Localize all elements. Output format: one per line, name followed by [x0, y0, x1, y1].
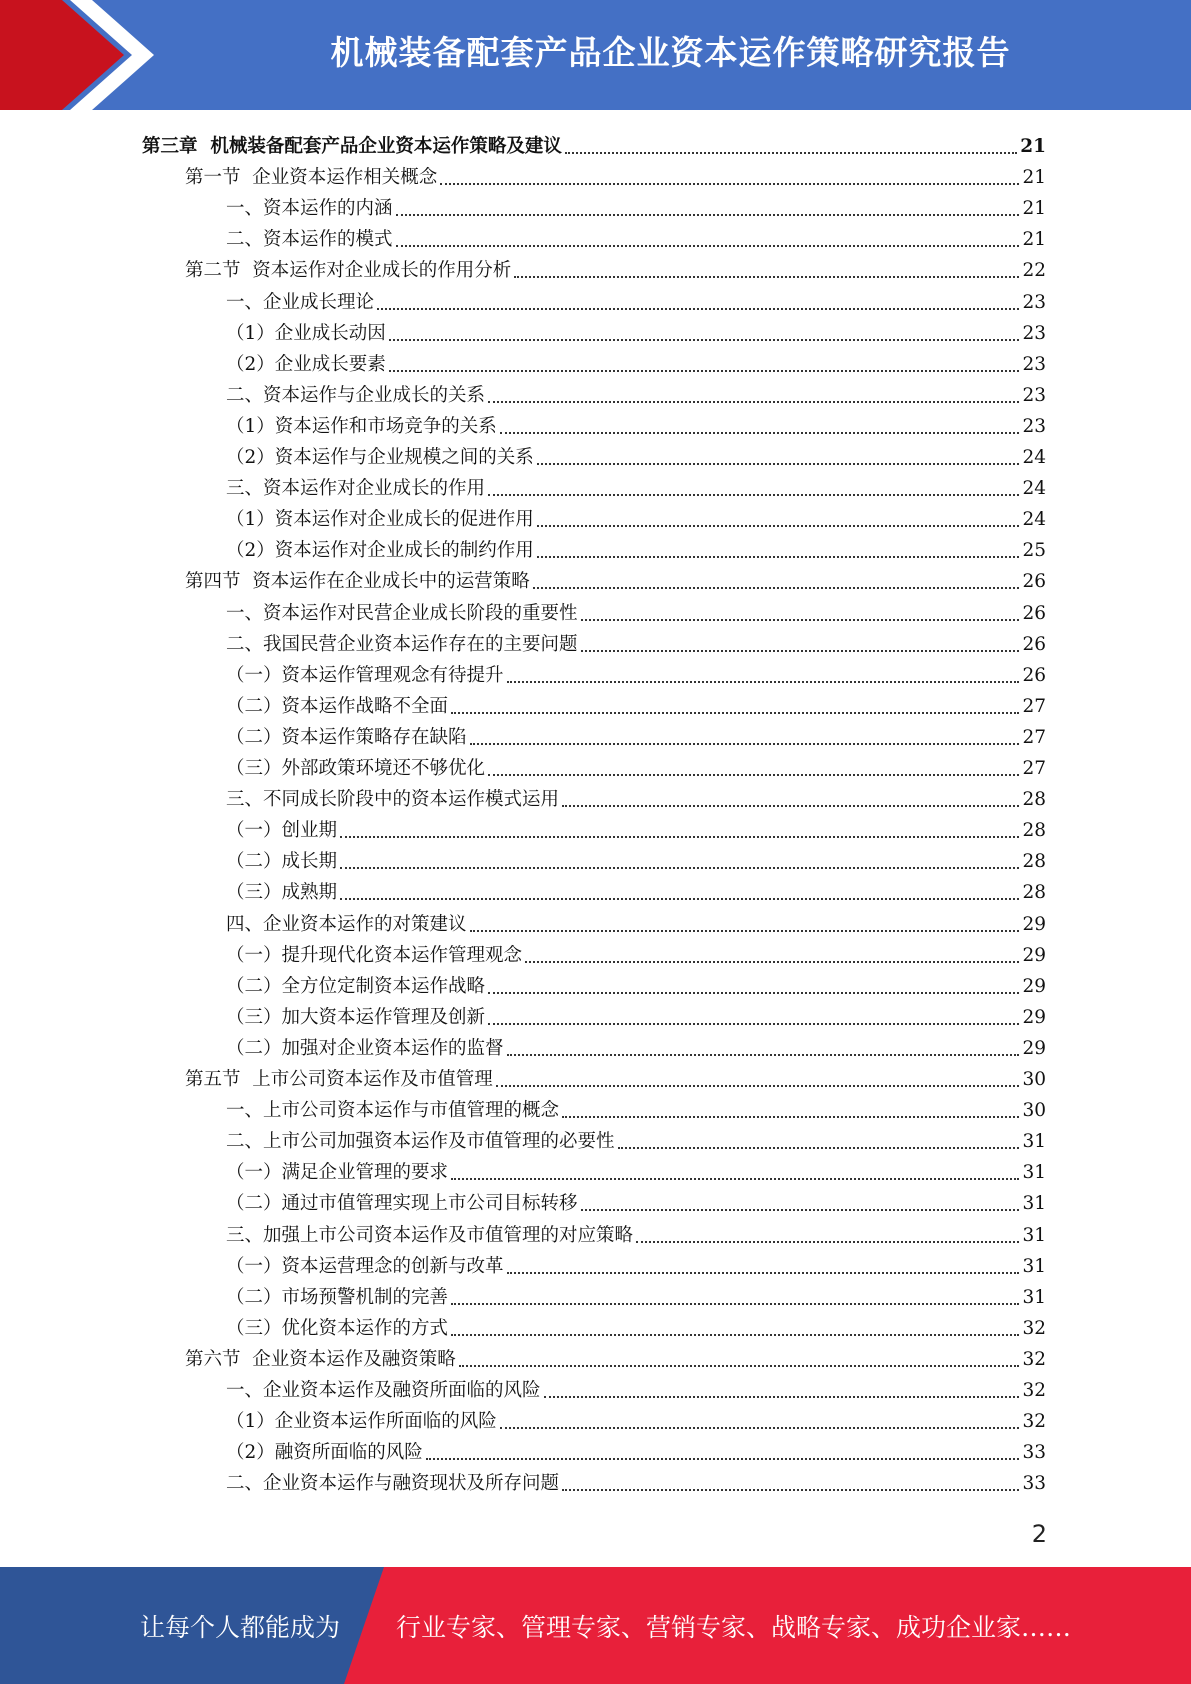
toc-dot-leader: [389, 370, 1020, 372]
toc-entry-label: （三）加大资本运作管理及创新: [226, 1006, 486, 1028]
toc-entry-label: （2）资本运作与企业规模之间的关系: [226, 447, 534, 468]
toc-entry[interactable]: [226, 906, 1046, 937]
toc-entry-page: 31: [1022, 1255, 1046, 1277]
toc-dot-leader: [470, 930, 1020, 932]
toc-entry-page: 23: [1022, 353, 1046, 375]
toc-entry[interactable]: [226, 781, 1046, 812]
toc-dot-leader: [500, 432, 1020, 434]
toc-entry[interactable]: [185, 1341, 1046, 1372]
toc-entry-page: 31: [1022, 1286, 1046, 1308]
toc-dot-leader: [581, 1209, 1020, 1211]
toc-entry-page: 28: [1022, 851, 1046, 873]
toc-dot-leader: [618, 1147, 1020, 1149]
toc-dot-leader: [533, 587, 1020, 589]
toc-entry[interactable]: [226, 532, 1046, 563]
toc-entry-label: （一）提升现代化资本运作管理观念: [226, 944, 523, 966]
toc-entry[interactable]: [226, 408, 1046, 439]
toc-entry[interactable]: [185, 252, 1046, 283]
toc-entry-page: 26: [1022, 633, 1046, 655]
toc-entry-page: 31: [1022, 1131, 1046, 1153]
toc-entry-page: 28: [1022, 820, 1046, 842]
toc-entry-page: 23: [1022, 322, 1046, 344]
toc-entry-label: （1）企业资本运作所面临的风险: [226, 1411, 497, 1433]
toc-entry-page: 24: [1022, 509, 1046, 531]
toc-entry[interactable]: [226, 377, 1046, 408]
toc-entry[interactable]: [226, 1154, 1046, 1185]
toc-entry[interactable]: [226, 968, 1046, 999]
header-banner: [0, 0, 1191, 110]
toc-entry-page: 31: [1022, 1193, 1046, 1215]
toc-entry-label: 二、企业资本运作与融资现状及所存问题: [226, 1473, 560, 1495]
toc-entry-label: 三、加强上市公司资本运作及市值管理的对应策略: [226, 1224, 634, 1246]
toc-entry-label: 三、资本运作对企业成长的作用: [226, 478, 486, 500]
toc-entry-label: （二）市场预警机制的完善: [226, 1286, 449, 1308]
toc-entry[interactable]: [226, 812, 1046, 843]
toc-entry-page: 33: [1022, 1442, 1046, 1464]
toc-entry[interactable]: [226, 346, 1046, 377]
toc-dot-leader: [459, 1365, 1020, 1367]
toc-entry-label: 一、企业资本运作及融资所面临的风险: [226, 1380, 541, 1401]
toc-entry-label: 一、资本运作的内涵: [226, 198, 393, 220]
toc-entry-label: 一、资本运作对民营企业成长阶段的重要性: [226, 602, 578, 624]
toc-dot-leader: [537, 525, 1020, 527]
toc-entry-label: 三、不同成长阶段中的资本运作模式运用: [226, 789, 560, 811]
toc-entry[interactable]: [226, 719, 1046, 750]
toc-entry[interactable]: [226, 1403, 1046, 1434]
toc-entry[interactable]: [142, 128, 1046, 159]
report-title: 机械装备配套产品企业资本运作策略研究报告: [330, 32, 1011, 72]
toc-entry-label: 第三章 机械装备配套产品企业资本运作策略及建议: [142, 136, 562, 157]
toc-dot-leader: [340, 898, 1019, 900]
toc-entry[interactable]: [226, 315, 1046, 346]
toc-entry[interactable]: [226, 190, 1046, 221]
toc-dot-leader: [426, 1458, 1020, 1460]
toc-entry-label: 一、企业成长理论: [226, 291, 375, 313]
toc-entry-label: 二、资本运作与企业成长的关系: [226, 384, 486, 406]
toc-entry[interactable]: [226, 1030, 1046, 1061]
toc-dot-leader: [451, 712, 1019, 714]
toc-entry[interactable]: [226, 221, 1046, 252]
toc-entry-page: 22: [1022, 260, 1046, 282]
toc-entry-page: 28: [1022, 789, 1046, 811]
toc-dot-leader: [488, 494, 1019, 496]
toc-dot-leader: [396, 214, 1020, 216]
toc-dot-leader: [496, 1085, 1020, 1087]
toc-entry[interactable]: [226, 501, 1046, 532]
toc-dot-leader: [562, 1489, 1019, 1491]
toc-entry-label: 二、我国民营企业资本运作存在的主要问题: [226, 633, 578, 655]
toc-entry-label: （2）资本运作对企业成长的制约作用: [226, 540, 534, 562]
toc-dot-leader: [636, 1241, 1019, 1243]
toc-entry-label: 四、企业资本运作的对策建议: [226, 913, 467, 935]
toc-dot-leader: [440, 183, 1019, 185]
toc-entry-label: 第四节 资本运作在企业成长中的运营策略: [185, 571, 530, 593]
toc-dot-leader: [389, 339, 1020, 341]
toc-dot-leader: [507, 1054, 1020, 1056]
toc-entry-page: 21: [1020, 136, 1046, 157]
toc-entry-label: 第五节 上市公司资本运作及市值管理: [185, 1069, 493, 1090]
toc-entry-page: 29: [1022, 1006, 1046, 1028]
toc-entry-page: 23: [1022, 415, 1046, 437]
toc-entry-label: （二）成长期: [226, 851, 338, 873]
toc-entry-page: 27: [1022, 758, 1046, 779]
toc-entry-label: （一）满足企业管理的要求: [226, 1162, 449, 1184]
toc-dot-leader: [396, 245, 1020, 247]
toc-entry[interactable]: [185, 159, 1046, 190]
toc-entry-label: （二）通过市值管理实现上市公司目标转移: [226, 1193, 578, 1215]
toc-entry-page: 29: [1022, 944, 1046, 966]
footer-banner: [0, 1567, 1191, 1684]
toc-entry-page: 29: [1022, 1037, 1046, 1059]
toc-entry[interactable]: [226, 937, 1046, 968]
toc-entry-page: 26: [1022, 602, 1046, 624]
toc-entry-label: （2）企业成长要素: [226, 353, 386, 375]
toc-entry-page: 27: [1022, 695, 1046, 717]
toc-dot-leader: [340, 836, 1019, 838]
toc-entry-page: 25: [1022, 540, 1046, 562]
toc-dot-leader: [470, 743, 1020, 745]
toc-entry[interactable]: [226, 626, 1046, 657]
page-number: 2: [1031, 1520, 1047, 1548]
toc-entry-label: 第六节 企业资本运作及融资策略: [185, 1348, 456, 1370]
toc-entry-page: 27: [1022, 726, 1046, 748]
toc-dot-leader: [537, 556, 1020, 558]
toc-entry-page: 30: [1022, 1069, 1046, 1090]
toc-entry[interactable]: [226, 439, 1046, 470]
toc-dot-leader: [488, 1023, 1019, 1025]
toc-entry[interactable]: [226, 595, 1046, 626]
toc-entry[interactable]: [226, 1123, 1046, 1154]
toc-entry[interactable]: [226, 750, 1046, 781]
toc-entry-label: 一、上市公司资本运作与市值管理的概念: [226, 1100, 560, 1122]
toc-entry-label: （一）创业期: [226, 820, 338, 842]
toc-entry[interactable]: [226, 1465, 1046, 1496]
toc-entry[interactable]: [226, 470, 1046, 501]
toc-dot-leader: [500, 1427, 1020, 1429]
toc-entry-page: 28: [1022, 882, 1046, 904]
toc-entry[interactable]: [185, 1061, 1046, 1092]
toc-entry-page: 32: [1022, 1380, 1046, 1401]
toc-entry-label: （1）资本运作和市场竞争的关系: [226, 415, 497, 437]
toc-entry[interactable]: [226, 284, 1046, 315]
toc-dot-leader: [581, 650, 1020, 652]
toc-entry-page: 32: [1022, 1317, 1046, 1339]
toc-entry-label: （1）资本运作对企业成长的促进作用: [226, 509, 534, 531]
toc-entry[interactable]: [226, 1434, 1046, 1465]
toc-entry[interactable]: [226, 1092, 1046, 1123]
toc-entry[interactable]: [226, 657, 1046, 688]
toc-entry[interactable]: [226, 688, 1046, 719]
toc-dot-leader: [488, 401, 1019, 403]
toc-entry[interactable]: [226, 1217, 1046, 1248]
footer-slogan-left: 让每个人都能成为: [140, 1612, 341, 1642]
toc-entry-label: （1）企业成长动因: [226, 322, 386, 344]
toc-entry-page: 29: [1022, 975, 1046, 997]
toc-entry[interactable]: [226, 999, 1046, 1030]
toc-entry-label: 第二节 资本运作对企业成长的作用分析: [185, 260, 512, 282]
toc-entry-page: 32: [1022, 1348, 1046, 1370]
toc-dot-leader: [451, 1303, 1019, 1305]
toc-entry[interactable]: [226, 1279, 1046, 1310]
toc-entry-page: 26: [1022, 571, 1046, 593]
toc-entry-page: 24: [1022, 447, 1046, 468]
toc-dot-leader: [562, 1116, 1019, 1118]
toc-entry-page: 29: [1022, 913, 1046, 935]
toc-entry-page: 31: [1022, 1162, 1046, 1184]
toc-dot-leader: [507, 1272, 1020, 1274]
toc-dot-leader: [525, 961, 1019, 963]
toc-entry-page: 23: [1022, 291, 1046, 313]
toc-entry-label: （二）全方位定制资本运作战略: [226, 975, 486, 997]
toc-dot-leader: [340, 867, 1019, 869]
toc-entry-label: （三）优化资本运作的方式: [226, 1317, 449, 1339]
toc-entry-label: 第一节 企业资本运作相关概念: [185, 167, 438, 189]
toc-entry[interactable]: [226, 1248, 1046, 1279]
toc-dot-leader: [488, 774, 1019, 776]
toc-entry-label: 二、上市公司加强资本运作及市值管理的必要性: [226, 1131, 615, 1153]
toc-dot-leader: [488, 992, 1019, 994]
toc-dot-leader: [565, 152, 1017, 154]
toc-entry-page: 32: [1022, 1411, 1046, 1433]
footer-slogan-right: 行业专家、管理专家、营销专家、战略专家、成功企业家……: [396, 1612, 1072, 1642]
toc-entry-page: 21: [1022, 167, 1046, 189]
toc-entry-page: 24: [1022, 478, 1046, 500]
toc-dot-leader: [581, 619, 1020, 621]
toc-entry[interactable]: [226, 1372, 1046, 1403]
toc-entry-page: 30: [1022, 1100, 1046, 1122]
chevron-logo-icon: [0, 0, 160, 110]
toc-entry[interactable]: [226, 874, 1046, 905]
toc-dot-leader: [451, 1334, 1019, 1336]
toc-entry-page: 23: [1022, 384, 1046, 406]
toc-entry-page: 33: [1022, 1473, 1046, 1495]
toc-dot-leader: [544, 1396, 1020, 1398]
toc-entry[interactable]: [226, 1185, 1046, 1216]
toc-entry[interactable]: [226, 1310, 1046, 1341]
toc-entry-label: 二、资本运作的模式: [226, 229, 393, 251]
toc-entry-label: （一）资本运营理念的创新与改革: [226, 1255, 504, 1277]
toc-entry-page: 26: [1022, 664, 1046, 686]
toc-entry-page: 31: [1022, 1224, 1046, 1246]
toc-entry-label: （二）资本运作策略存在缺陷: [226, 726, 467, 748]
toc-entry-label: （三）外部政策环境还不够优化: [226, 758, 486, 779]
toc-entry-page: 21: [1022, 229, 1046, 251]
toc-entry-label: （二）加强对企业资本运作的监督: [226, 1037, 504, 1059]
toc-dot-leader: [537, 463, 1020, 465]
toc-dot-leader: [562, 805, 1019, 807]
toc-dot-leader: [507, 681, 1020, 683]
toc-entry-page: 21: [1022, 198, 1046, 220]
toc-entry-label: （2）融资所面临的风险: [226, 1442, 423, 1464]
toc-entry-label: （三）成熟期: [226, 882, 338, 904]
toc-entry-label: （二）资本运作战略不全面: [226, 695, 449, 717]
toc-dot-leader: [451, 1178, 1019, 1180]
toc-entry[interactable]: [185, 563, 1046, 594]
toc-entry[interactable]: [226, 843, 1046, 874]
toc-dot-leader: [514, 276, 1019, 278]
toc-entry-label: （一）资本运作管理观念有待提升: [226, 664, 504, 686]
toc-dot-leader: [377, 308, 1019, 310]
